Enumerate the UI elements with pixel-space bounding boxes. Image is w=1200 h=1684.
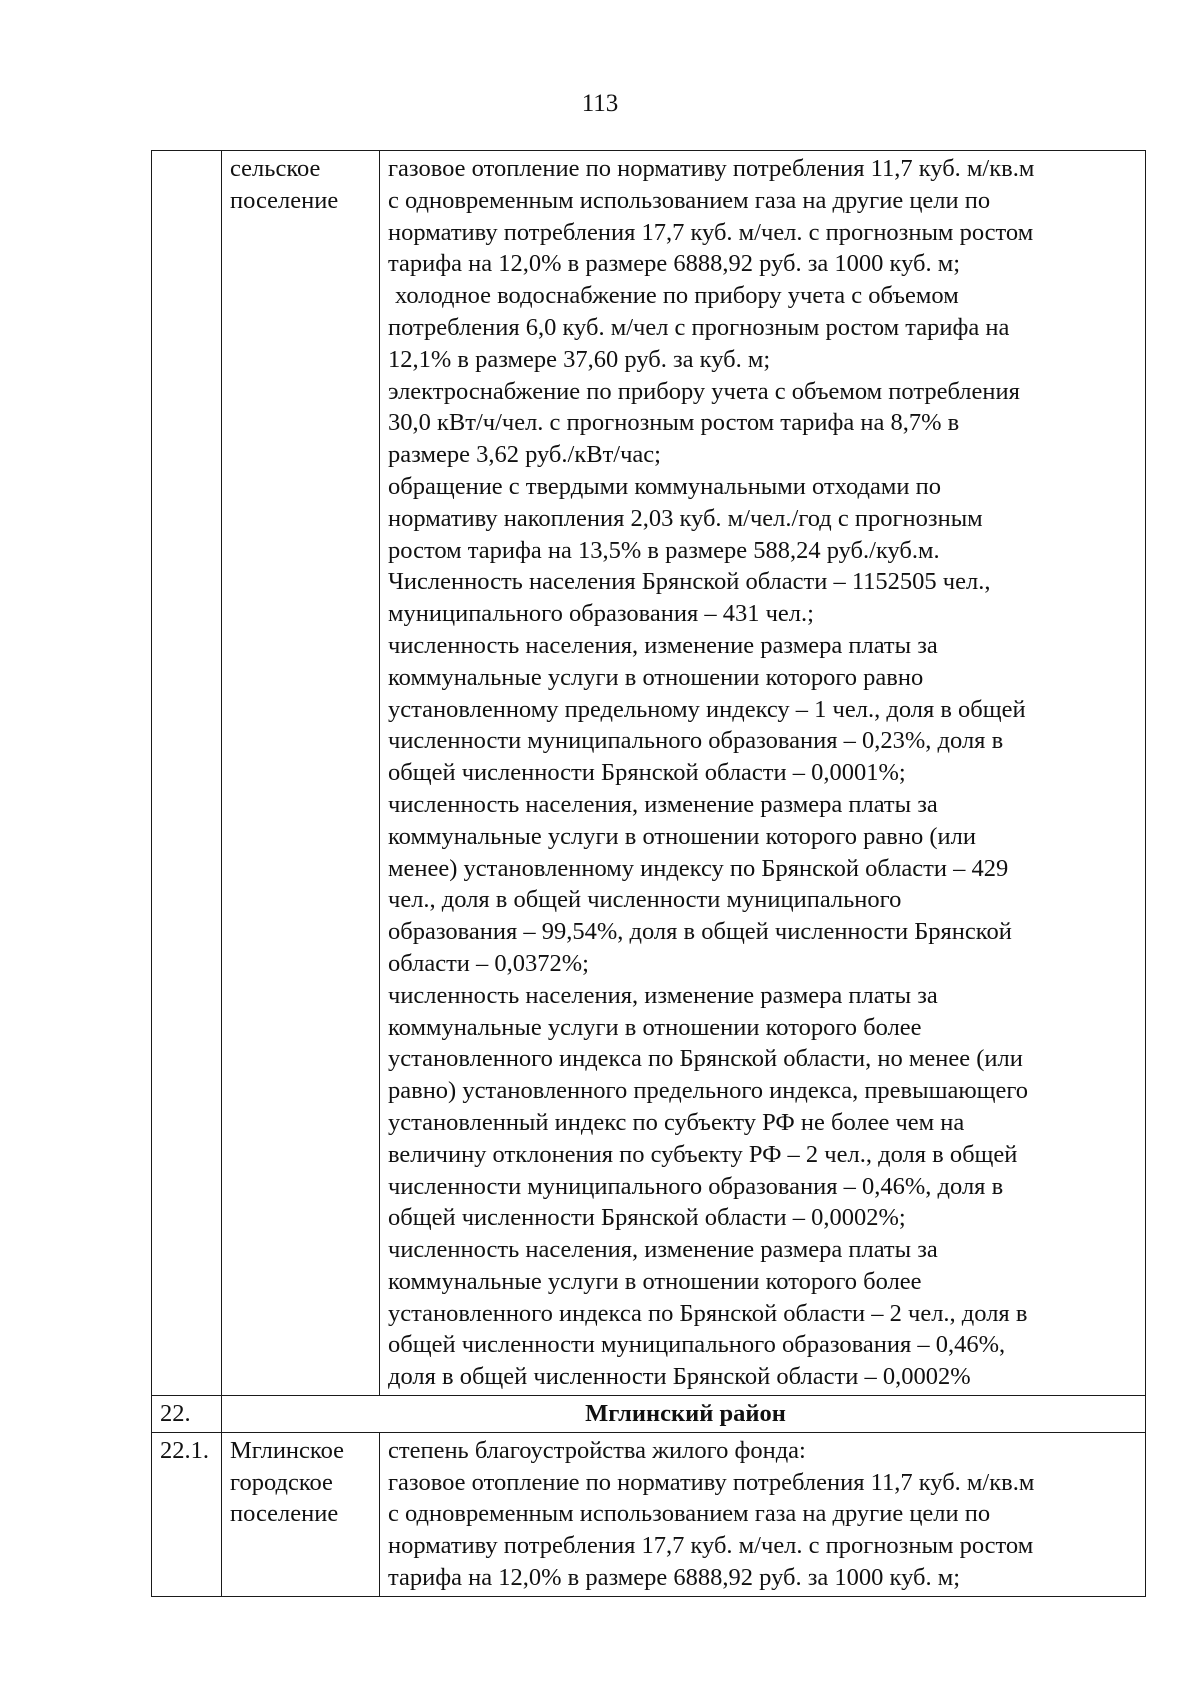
description-line: 30,0 кВт/ч/чел. с прогнозным ростом тарифа на 8,7% в <box>388 409 960 437</box>
settlement-name-line: поселение <box>230 1500 339 1528</box>
description-line: численность населения, изменение размера платы за <box>388 1236 938 1264</box>
settlement-name-cell <box>222 1432 380 1596</box>
description-line: менее) установленному индексу по Брянской области – 429 <box>388 854 1009 882</box>
table-row <box>152 1396 1146 1433</box>
description-line: нормативу потребления 17,7 куб. м/чел. с прогнозным ростом <box>388 1532 1034 1560</box>
settlement-name-line: поселение <box>230 186 339 214</box>
description-line: тарифа на 12,0% в размере 6888,92 руб. за 1000 куб. м; <box>388 1564 961 1592</box>
tariff-table <box>151 150 1146 1597</box>
description-line: с одновременным использованием газа на другие цели по <box>388 186 991 214</box>
description-cell <box>380 151 1146 1396</box>
description-line: коммунальные услуги в отношении которого более <box>388 1013 922 1041</box>
description-line: образования – 99,54%, доля в общей численности Брянской <box>388 918 1012 946</box>
description-line: газовое отопление по нормативу потребления 11,7 куб. м/кв.м <box>388 1468 1035 1496</box>
description-cell <box>380 1432 1146 1596</box>
row-number-cell: 22.1. <box>152 1432 222 1596</box>
description-line: области – 0,0372%; <box>388 949 589 977</box>
description-line: электроснабжение по прибору учета с объемом потребления <box>388 377 1020 405</box>
description-line: обращение с твердыми коммунальными отходами по <box>388 472 941 500</box>
description-line: численности муниципального образования – 0,46%, доля в <box>388 1172 1004 1200</box>
description-line: численность населения, изменение размера платы за <box>388 631 938 659</box>
description-line: с одновременным использованием газа на другие цели по <box>388 1500 991 1528</box>
description-line: тарифа на 12,0% в размере 6888,92 руб. за 1000 куб. м; <box>388 250 961 278</box>
description-line: установленного индекса по Брянской области, но менее (или <box>388 1045 1023 1073</box>
description-line: численность населения, изменение размера платы за <box>388 790 938 818</box>
description-line: 12,1% в размере 37,60 руб. за куб. м; <box>388 345 771 373</box>
description-line: ростом тарифа на 13,5% в размере 588,24 руб./куб.м. <box>388 536 940 564</box>
settlement-name-line: сельское <box>230 155 321 182</box>
description-line: потребления 6,0 куб. м/чел с прогнозным ростом тарифа на <box>388 313 1010 341</box>
region-title: Мглинский район <box>222 1396 1146 1433</box>
description-line: численность населения, изменение размера платы за <box>388 981 938 1009</box>
settlement-name-line: Мглинское <box>230 1436 344 1464</box>
description-line: размере 3,62 руб./кВт/час; <box>388 441 661 469</box>
description-line: нормативу потребления 17,7 куб. м/чел. с прогнозным ростом <box>388 218 1034 246</box>
description-line: коммунальные услуги в отношении которого равно (или <box>388 822 976 850</box>
description-line: величину отклонения по субъекту РФ – 2 чел., доля в общей <box>388 1140 1018 1168</box>
page-number: 113 <box>581 90 619 117</box>
row-number-cell <box>152 151 222 1396</box>
description-line: чел., доля в общей численности муниципального <box>388 886 902 914</box>
description-line: степень благоустройства жилого фонда: <box>388 1436 806 1464</box>
description-line: общей численности Брянской области – 0,0001%; <box>388 759 906 787</box>
description-line: установленного индекса по Брянской области – 2 чел., доля в <box>388 1299 1028 1327</box>
description-line: установленному предельному индексу – 1 чел., доля в общей <box>388 695 1026 723</box>
description-line: равно) установленного предельного индекса, превышающего <box>388 1077 1029 1105</box>
description-line: общей численности Брянской области – 0,0002%; <box>388 1204 906 1232</box>
settlement-name-cell <box>222 151 380 1396</box>
settlement-name-line: городское <box>230 1468 333 1496</box>
description-line: установленный индекс по субъекту РФ не более чем на <box>388 1108 965 1136</box>
description-line: численности муниципального образования – 0,23%, доля в <box>388 727 1004 755</box>
table-row <box>152 1432 1146 1596</box>
description-line: Численность населения Брянской области – 1152505 чел., <box>388 568 991 596</box>
description-line: доля в общей численности Брянской области – 0,0002% <box>388 1363 971 1391</box>
description-line: общей численности муниципального образования – 0,46%, <box>388 1331 1006 1359</box>
description-line: холодное водоснабжение по прибору учета с объемом <box>395 282 959 310</box>
table-row <box>152 151 1146 1396</box>
description-line: газовое отопление по нормативу потребления 11,7 куб. м/кв.м <box>388 155 1035 182</box>
description-line: муниципального образования – 431 чел.; <box>388 600 814 628</box>
row-number-cell: 22. <box>152 1396 222 1433</box>
description-line: коммунальные услуги в отношении которого равно <box>388 663 924 691</box>
description-line: нормативу накопления 2,03 куб. м/чел./год с прогнозным <box>388 504 983 532</box>
description-line: коммунальные услуги в отношении которого более <box>388 1267 922 1295</box>
